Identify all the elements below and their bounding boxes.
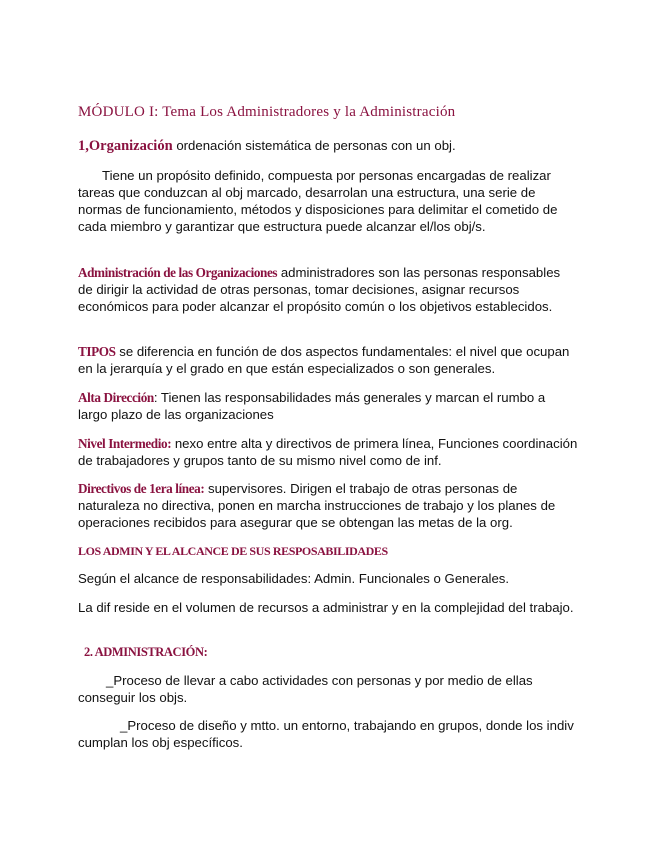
paragraph-proceso-1: _Proceso de llevar a cabo actividades con personas y por medio de ellas conseguir los objs.	[78, 673, 533, 705]
inline-text: supervisores. Dirigen el trabajo de otras personas de naturaleza no directiva, ponen en marcha instrucciones de trabajo y los planes de operaciones recibidos para asegurar que se obtengan las metas de la org.	[78, 481, 556, 530]
inline-heading: Directivos de 1era línea:	[78, 481, 205, 496]
inline-heading: TIPOS	[78, 344, 116, 359]
section-heading: 1,Organización	[78, 138, 173, 154]
inline-heading: Administración de las Organizaciones	[78, 265, 278, 280]
paragraph-alcance: Según el alcance de responsabilidades: Admin. Funcionales o Generales.	[78, 571, 510, 586]
section-heading-administracion: 2. ADMINISTRACIÓN:	[84, 645, 208, 659]
inline-text: administradores son las personas responsables de dirigir la actividad de otras personas, tomar decisiones, asignar recursos económicos para poder alcanzar el propósito común o los objetivos establecidos.	[78, 265, 561, 314]
page-title: MÓDULO I: Tema Los Administradores y la Administración	[78, 104, 456, 120]
inline-text: se diferencia en función de dos aspectos fundamentales: el nivel que ocupan en la jerarquía y el grado en que están especializados o son generales.	[78, 344, 570, 376]
inline-text: nexo entre alta y directivos de primera línea, Funciones coordinación de trabajadores y grupos tanto de su mismo nivel como de inf.	[78, 436, 578, 468]
paragraph-proposito: Tiene un propósito definido, compuesta por personas encargadas de realizar tareas que conduzcan al obj marcado, desarrolan una estructura, una serie de normas de funcionamiento, métodos y disposiciones para delimitar el cometido de cada miembro y garantizar que estructura puede alcanzar el/los obj/s.	[78, 168, 558, 234]
paragraph-administracion-org	[78, 264, 578, 315]
paragraph-diferencia: La dif reside en el volumen de recursos a administrar y en la complejidad del trabajo.	[78, 600, 574, 615]
section-organizacion	[78, 137, 578, 155]
paragraph-alta-direccion	[78, 389, 578, 423]
section-heading-alcance: LOS ADMIN Y EL ALCANCE DE SUS RESPOSABILIDADES	[78, 544, 388, 558]
inline-heading: Alta Dirección	[78, 390, 154, 405]
section-text: ordenación sistemática de personas con un obj.	[172, 138, 456, 153]
inline-heading: Nivel Intermedio:	[78, 436, 172, 451]
paragraph-proceso-2: _Proceso de diseño y mtto. un entorno, trabajando en grupos, donde los indiv cumplan los obj específicos.	[78, 718, 574, 750]
paragraph-directivos-primera-linea	[78, 480, 578, 531]
paragraph-tipos	[78, 343, 578, 377]
paragraph-nivel-intermedio	[78, 435, 578, 469]
inline-text: : Tienen las responsabilidades más generales y marcan el rumbo a largo plazo de las organizaciones	[78, 390, 546, 422]
